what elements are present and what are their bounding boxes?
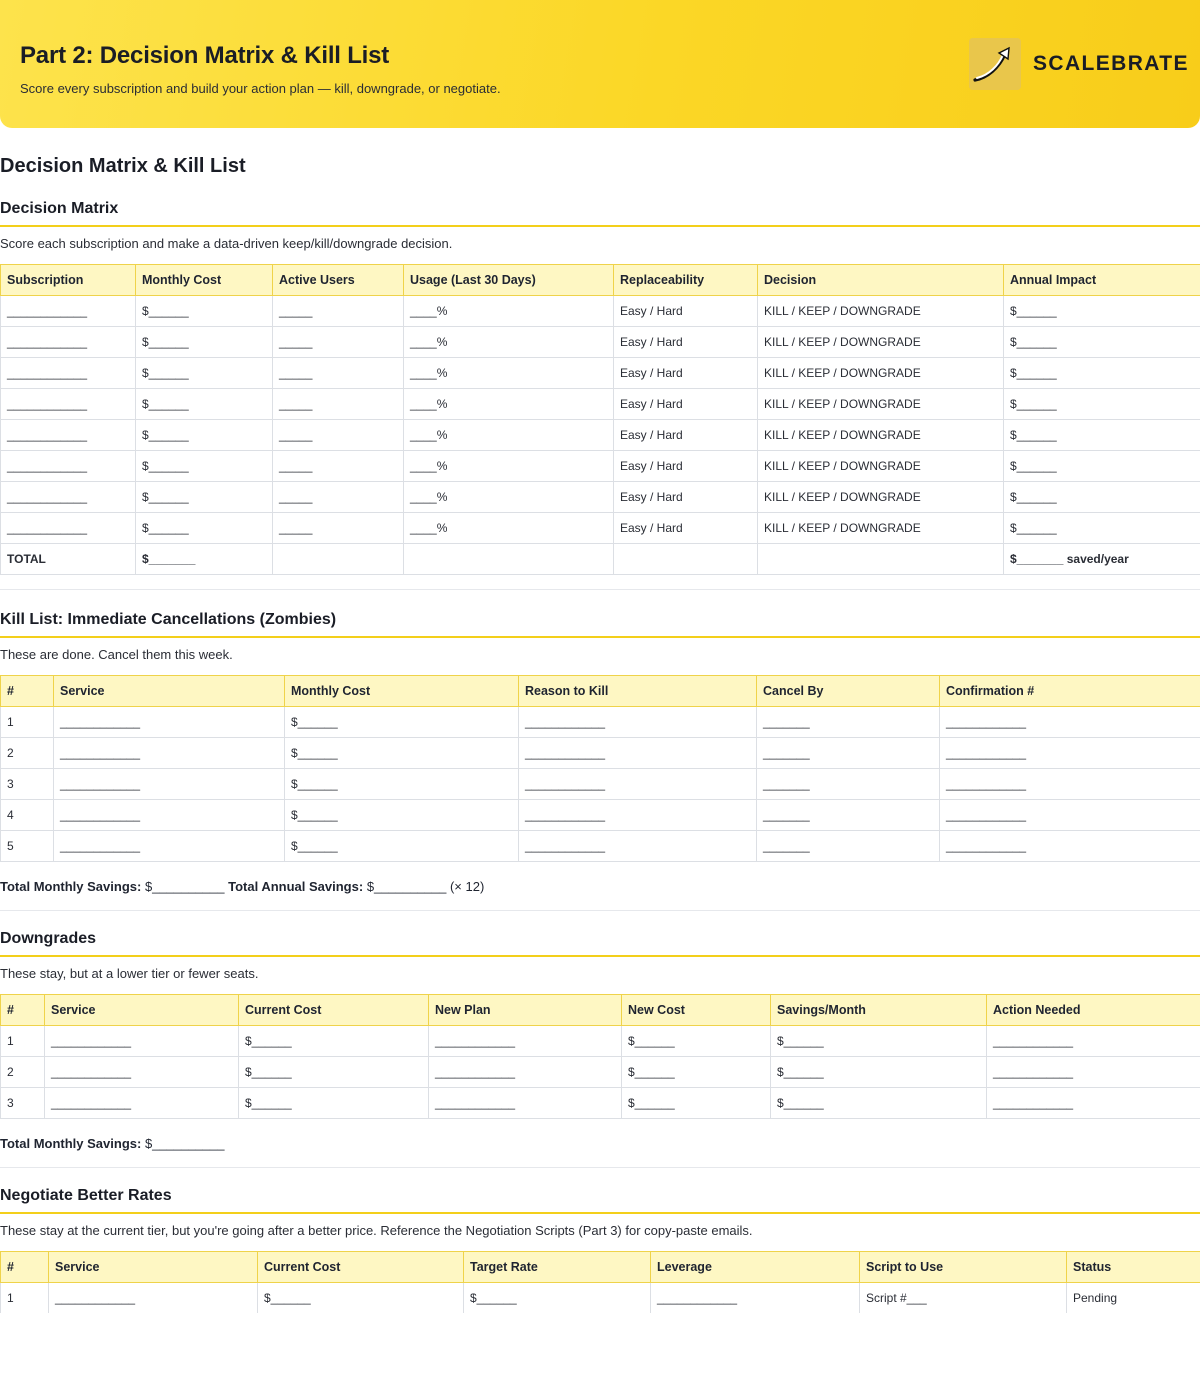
- table-cell[interactable]: _____: [273, 327, 404, 358]
- table-cell[interactable]: $______: [771, 1026, 987, 1057]
- section-description: These stay at the current tier, but you're going after a better price. Reference the Negotiation Scripts (Part 3) for copy-paste emails.: [0, 1223, 753, 1238]
- table-header-row: [1, 265, 1200, 296]
- table-cell[interactable]: KILL / KEEP / DOWNGRADE: [758, 420, 1004, 451]
- page-title: Decision Matrix & Kill List: [0, 155, 246, 177]
- table-cell[interactable]: KILL / KEEP / DOWNGRADE: [758, 482, 1004, 513]
- table-cell[interactable]: $______: [136, 420, 273, 451]
- table-cell[interactable]: ____________: [940, 707, 1200, 738]
- table-cell[interactable]: KILL / KEEP / DOWNGRADE: [758, 296, 1004, 327]
- column-header: Reason to Kill: [519, 676, 757, 707]
- table-cell[interactable]: ____________: [519, 769, 757, 800]
- table-row: [1, 482, 1200, 513]
- kill-list-summary: [0, 879, 1200, 895]
- table-row: [1, 420, 1200, 451]
- table-cell[interactable]: $______: [136, 482, 273, 513]
- table-cell[interactable]: $______: [239, 1088, 429, 1119]
- table-cell[interactable]: $______: [258, 1283, 464, 1314]
- section-divider: [0, 1167, 1200, 1168]
- table-cell[interactable]: 3: [1, 769, 54, 800]
- table-cell[interactable]: Easy / Hard: [614, 296, 758, 327]
- column-header: Target Rate: [464, 1252, 651, 1283]
- table-cell[interactable]: ____________: [1, 451, 136, 482]
- column-header: Service: [54, 676, 285, 707]
- table-body: [1, 1026, 1200, 1119]
- section-heading: Kill List: Immediate Cancellations (Zombies): [0, 610, 1200, 638]
- section-description: These are done. Cancel them this week.: [0, 647, 233, 662]
- table-cell[interactable]: ____%: [404, 358, 614, 389]
- header-banner: [0, 0, 1200, 128]
- table-cell[interactable]: Easy / Hard: [614, 482, 758, 513]
- downgrades-summary: [0, 1136, 1200, 1152]
- table-cell[interactable]: ____________: [429, 1057, 622, 1088]
- table-body: [1, 296, 1200, 575]
- table-cell[interactable]: ____%: [404, 513, 614, 544]
- table-cell[interactable]: ____%: [404, 482, 614, 513]
- table-cell[interactable]: Pending: [1067, 1283, 1200, 1314]
- downgrades-table: [0, 994, 1200, 1119]
- table-cell[interactable]: $______: [1004, 389, 1200, 420]
- total-cell: TOTAL: [1, 544, 136, 575]
- table-cell[interactable]: ____________: [1, 358, 136, 389]
- table-cell[interactable]: 3: [1, 1088, 45, 1119]
- column-header: #: [1, 995, 45, 1026]
- page-header-title: Part 2: Decision Matrix & Kill List: [20, 42, 390, 69]
- column-header: New Cost: [622, 995, 771, 1026]
- table-cell[interactable]: ____________: [519, 707, 757, 738]
- main-content: [0, 128, 1200, 1313]
- table-cell[interactable]: Easy / Hard: [614, 451, 758, 482]
- negotiate-section: [0, 1186, 1200, 1313]
- table-row: [1, 769, 1200, 800]
- column-header: Annual Impact: [1004, 265, 1200, 296]
- table-cell[interactable]: ____________: [940, 800, 1200, 831]
- table-row: [1, 296, 1200, 327]
- table-cell[interactable]: $______: [136, 358, 273, 389]
- total-cell: $_______: [136, 544, 273, 575]
- section-divider: [0, 589, 1200, 590]
- table-cell[interactable]: Easy / Hard: [614, 358, 758, 389]
- summary-label: Total Monthly Savings:: [0, 879, 142, 894]
- table-header-row: [1, 995, 1200, 1026]
- table-cell[interactable]: KILL / KEEP / DOWNGRADE: [758, 389, 1004, 420]
- table-cell[interactable]: 1: [1, 1026, 45, 1057]
- column-header: Usage (Last 30 Days): [404, 265, 614, 296]
- total-cell: $_______ saved/year: [1004, 544, 1200, 575]
- summary-value: $__________: [366, 879, 447, 894]
- table-cell[interactable]: ____________: [519, 831, 757, 862]
- table-cell[interactable]: $______: [1004, 420, 1200, 451]
- table-row: [1, 1088, 1200, 1119]
- column-header: Monthly Cost: [285, 676, 519, 707]
- table-cell[interactable]: $______: [285, 738, 519, 769]
- table-cell[interactable]: _______: [757, 769, 940, 800]
- table-cell[interactable]: _______: [757, 738, 940, 769]
- table-cell[interactable]: _____: [273, 420, 404, 451]
- table-cell[interactable]: Easy / Hard: [614, 420, 758, 451]
- downgrades-section: [0, 929, 1200, 1152]
- table-row: [1, 1283, 1200, 1314]
- column-header: Service: [45, 995, 239, 1026]
- table-row: [1, 389, 1200, 420]
- table-cell[interactable]: ____________: [651, 1283, 860, 1314]
- table-cell[interactable]: $______: [1004, 451, 1200, 482]
- table-cell[interactable]: ____________: [1, 482, 136, 513]
- table-cell[interactable]: $______: [1004, 482, 1200, 513]
- table-cell[interactable]: 2: [1, 738, 54, 769]
- decision-matrix-section: [0, 199, 1200, 575]
- table-row: [1, 831, 1200, 862]
- table-cell[interactable]: $______: [622, 1057, 771, 1088]
- table-cell[interactable]: _____: [273, 358, 404, 389]
- column-header: Current Cost: [258, 1252, 464, 1283]
- table-cell[interactable]: Easy / Hard: [614, 389, 758, 420]
- table-cell[interactable]: ____%: [404, 389, 614, 420]
- column-header: Current Cost: [239, 995, 429, 1026]
- table-cell[interactable]: _____: [273, 451, 404, 482]
- table-row: [1, 800, 1200, 831]
- section-description: Score each subscription and make a data-driven keep/kill/downgrade decision.: [0, 236, 453, 251]
- table-cell[interactable]: 2: [1, 1057, 45, 1088]
- table-row: [1, 358, 1200, 389]
- table-cell[interactable]: 5: [1, 831, 54, 862]
- table-total-row: [1, 544, 1200, 575]
- table-cell[interactable]: KILL / KEEP / DOWNGRADE: [758, 451, 1004, 482]
- table-cell[interactable]: ____________: [45, 1026, 239, 1057]
- column-header: Status: [1067, 1252, 1200, 1283]
- table-cell[interactable]: _____: [273, 389, 404, 420]
- section-heading: Decision Matrix: [0, 199, 1200, 227]
- table-cell[interactable]: _______: [757, 707, 940, 738]
- table-cell[interactable]: ____________: [940, 738, 1200, 769]
- table-cell[interactable]: ____________: [519, 800, 757, 831]
- table-cell[interactable]: KILL / KEEP / DOWNGRADE: [758, 513, 1004, 544]
- table-cell[interactable]: ____________: [1, 420, 136, 451]
- table-cell[interactable]: ____________: [987, 1026, 1200, 1057]
- summary-label: Total Annual Savings:: [228, 879, 364, 894]
- section-description: These stay, but at a lower tier or fewer seats.: [0, 966, 259, 981]
- table-cell[interactable]: ____________: [54, 831, 285, 862]
- brand-name: SCALEBRATE: [1033, 52, 1189, 75]
- table-cell[interactable]: $______: [285, 769, 519, 800]
- table-cell[interactable]: _____: [273, 482, 404, 513]
- negotiate-table: [0, 1251, 1200, 1313]
- table-cell[interactable]: ____________: [45, 1088, 239, 1119]
- table-cell[interactable]: $______: [771, 1057, 987, 1088]
- table-cell[interactable]: $______: [285, 707, 519, 738]
- table-cell[interactable]: ____________: [987, 1057, 1200, 1088]
- section-heading: Downgrades: [0, 929, 1200, 957]
- section-divider: [0, 910, 1200, 911]
- table-cell[interactable]: ____________: [1, 327, 136, 358]
- table-cell[interactable]: _______: [757, 800, 940, 831]
- column-header: Leverage: [651, 1252, 860, 1283]
- table-cell[interactable]: ____________: [940, 769, 1200, 800]
- column-header: Savings/Month: [771, 995, 987, 1026]
- table-cell[interactable]: $______: [285, 831, 519, 862]
- column-header: #: [1, 676, 54, 707]
- rising-arrow-icon: [969, 38, 1021, 90]
- table-cell[interactable]: ____%: [404, 327, 614, 358]
- table-row: [1, 1057, 1200, 1088]
- table-cell[interactable]: $______: [622, 1088, 771, 1119]
- column-header: Script to Use: [860, 1252, 1067, 1283]
- summary-value: $__________: [144, 1136, 225, 1151]
- column-header: Action Needed: [987, 995, 1200, 1026]
- table-row: [1, 1026, 1200, 1057]
- page-header-subtitle: Score every subscription and build your action plan — kill, downgrade, or negotiate.: [20, 81, 501, 96]
- table-cell[interactable]: ____________: [54, 769, 285, 800]
- table-cell[interactable]: 1: [1, 1283, 49, 1314]
- table-row: [1, 707, 1200, 738]
- table-cell[interactable]: Script #___: [860, 1283, 1067, 1314]
- column-header: Cancel By: [757, 676, 940, 707]
- table-cell[interactable]: ____________: [940, 831, 1200, 862]
- column-header: Subscription: [1, 265, 136, 296]
- table-cell[interactable]: ____%: [404, 451, 614, 482]
- table-cell[interactable]: ____________: [987, 1088, 1200, 1119]
- table-cell[interactable]: $______: [1004, 296, 1200, 327]
- column-header: Monthly Cost: [136, 265, 273, 296]
- column-header: Confirmation #: [940, 676, 1200, 707]
- summary-label: Total Monthly Savings:: [0, 1136, 142, 1151]
- table-cell[interactable]: Easy / Hard: [614, 513, 758, 544]
- table-cell[interactable]: ____________: [49, 1283, 258, 1314]
- table-cell[interactable]: ____________: [429, 1088, 622, 1119]
- table-row: [1, 327, 1200, 358]
- table-cell[interactable]: $______: [136, 513, 273, 544]
- table-cell[interactable]: ____________: [429, 1026, 622, 1057]
- table-cell[interactable]: ____________: [1, 389, 136, 420]
- total-cell: [273, 544, 404, 575]
- total-cell: [404, 544, 614, 575]
- table-row: [1, 513, 1200, 544]
- table-cell[interactable]: ____________: [1, 513, 136, 544]
- table-cell[interactable]: $______: [136, 389, 273, 420]
- table-cell[interactable]: $______: [771, 1088, 987, 1119]
- table-cell[interactable]: ____%: [404, 296, 614, 327]
- table-cell[interactable]: _____: [273, 296, 404, 327]
- table-cell[interactable]: 1: [1, 707, 54, 738]
- table-cell[interactable]: ____________: [54, 738, 285, 769]
- column-header: Service: [49, 1252, 258, 1283]
- table-cell[interactable]: $______: [622, 1026, 771, 1057]
- table-cell[interactable]: $______: [285, 800, 519, 831]
- table-cell[interactable]: ____________: [519, 738, 757, 769]
- table-body: [1, 707, 1200, 862]
- table-cell[interactable]: _____: [273, 513, 404, 544]
- column-header: New Plan: [429, 995, 622, 1026]
- table-cell[interactable]: $______: [136, 327, 273, 358]
- table-cell[interactable]: Easy / Hard: [614, 327, 758, 358]
- table-cell[interactable]: 4: [1, 800, 54, 831]
- table-cell[interactable]: KILL / KEEP / DOWNGRADE: [758, 358, 1004, 389]
- table-cell[interactable]: _______: [757, 831, 940, 862]
- total-cell: [758, 544, 1004, 575]
- table-cell[interactable]: $______: [136, 296, 273, 327]
- table-header-row: [1, 1252, 1200, 1283]
- table-body: [1, 1283, 1200, 1314]
- column-header: #: [1, 1252, 49, 1283]
- table-cell[interactable]: $______: [239, 1026, 429, 1057]
- table-cell[interactable]: ____________: [45, 1057, 239, 1088]
- column-header: Replaceability: [614, 265, 758, 296]
- table-cell[interactable]: KILL / KEEP / DOWNGRADE: [758, 327, 1004, 358]
- table-row: [1, 738, 1200, 769]
- table-row: [1, 451, 1200, 482]
- table-cell[interactable]: ____%: [404, 420, 614, 451]
- total-cell: [614, 544, 758, 575]
- kill-list-table: [0, 675, 1200, 862]
- table-cell[interactable]: $______: [136, 451, 273, 482]
- summary-value: $__________: [144, 879, 225, 894]
- decision-matrix-table: [0, 264, 1200, 575]
- column-header: Active Users: [273, 265, 404, 296]
- table-cell[interactable]: $______: [1004, 513, 1200, 544]
- summary-note: (× 12): [449, 879, 485, 894]
- table-cell[interactable]: ____________: [54, 707, 285, 738]
- table-cell[interactable]: $______: [1004, 327, 1200, 358]
- table-header-row: [1, 676, 1200, 707]
- table-cell[interactable]: ____________: [1, 296, 136, 327]
- table-cell[interactable]: $______: [464, 1283, 651, 1314]
- table-cell[interactable]: ____________: [54, 800, 285, 831]
- table-cell[interactable]: $______: [239, 1057, 429, 1088]
- table-cell[interactable]: $______: [1004, 358, 1200, 389]
- column-header: Decision: [758, 265, 1004, 296]
- kill-list-section: [0, 610, 1200, 895]
- section-heading: Negotiate Better Rates: [0, 1186, 1200, 1214]
